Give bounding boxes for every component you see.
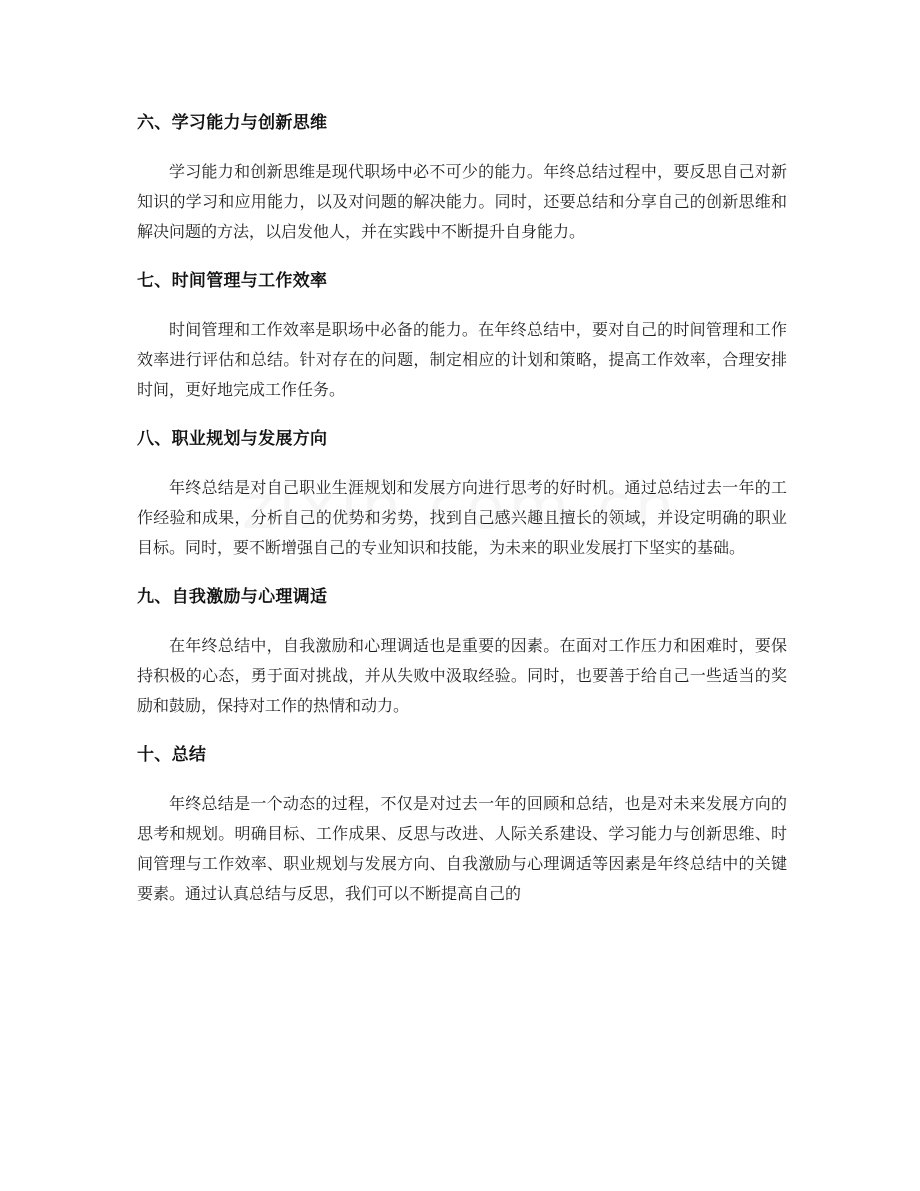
document-body	[137, 104, 787, 924]
section-paragraph: 年终总结是一个动态的过程，不仅是对过去一年的回顾和总结，也是对未来发展方向的思考和规划。明确目标、工作成果、反思与改进、人际关系建设、学习能力与创新思维、时间管理与工作效率、职业规划与发展方向、自我激励与心理调适等因素是年终总结中的关键要素。通过认真总结与反思，我们可以不断提高自己的	[137, 794, 787, 903]
section-8	[137, 420, 787, 563]
section-heading: 七、时间管理与工作效率	[137, 271, 328, 291]
section-paragraph: 学习能力和创新思维是现代职场中必不可少的能力。年终总结过程中，要反思自己对新知识的学习和应用能力，以及对问题的解决能力。同时，还要总结和分享自己的创新思维和解决问题的方法，以启发他人，并在实践中不断提升自身能力。	[137, 162, 787, 241]
section-10	[137, 736, 787, 909]
section-heading: 八、职业规划与发展方向	[137, 429, 328, 449]
section-heading: 九、自我激励与心理调适	[137, 587, 328, 607]
section-7	[137, 262, 787, 405]
section-9	[137, 578, 787, 721]
section-paragraph: 在年终总结中，自我激励和心理调适也是重要的因素。在面对工作压力和困难时，要保持积极的心态，勇于面对挑战，并从失败中汲取经验。同时，也要善于给自己一些适当的奖励和鼓励，保持对工作的热情和动力。	[137, 636, 787, 715]
section-heading: 六、学习能力与创新思维	[137, 113, 328, 133]
section-6	[137, 104, 787, 247]
section-heading: 十、总结	[137, 745, 207, 765]
section-paragraph: 时间管理和工作效率是职场中必备的能力。在年终总结中，要对自己的时间管理和工作效率进行评估和总结。针对存在的问题，制定相应的计划和策略，提高工作效率，合理安排时间，更好地完成工作任务。	[137, 320, 787, 399]
section-paragraph: 年终总结是对自己职业生涯规划和发展方向进行思考的好时机。通过总结过去一年的工作经验和成果，分析自己的优势和劣势，找到自己感兴趣且擅长的领域，并设定明确的职业目标。同时，要不断增强自己的专业知识和技能，为未来的职业发展打下坚实的基础。	[137, 478, 787, 557]
